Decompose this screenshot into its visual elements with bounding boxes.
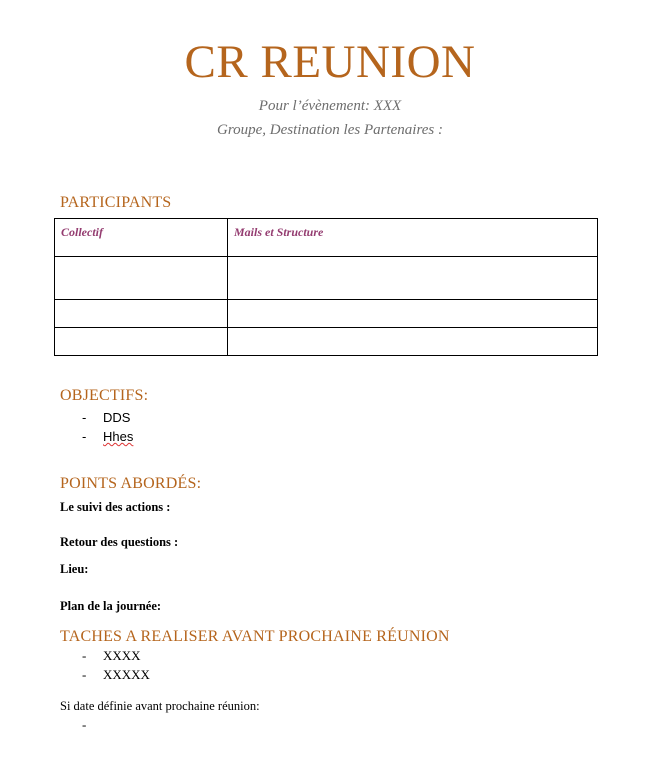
objectifs-heading: OBJECTIFS:: [60, 387, 149, 404]
table-cell[interactable]: [55, 257, 228, 300]
table-cell[interactable]: [228, 328, 598, 356]
list-item-text: XXXX: [103, 648, 141, 663]
retour-label: Retour des questions :: [60, 535, 179, 549]
dash-bullet: -: [82, 717, 87, 732]
table-cell[interactable]: [228, 257, 598, 300]
dash-bullet: -: [82, 648, 87, 663]
list-item: [82, 646, 150, 665]
table-header-row: [55, 219, 598, 257]
taches-list: [82, 646, 150, 684]
plan-label: Plan de la journée:: [60, 599, 162, 613]
column-header-mails: Mails et Structure: [228, 219, 598, 257]
dash-bullet: -: [82, 429, 87, 444]
objectifs-list: [82, 408, 133, 446]
dash-bullet: -: [82, 410, 87, 425]
list-item: [82, 408, 133, 427]
taches-heading: TACHES A REALISER AVANT PROCHAINE RÉUNION: [60, 628, 450, 645]
list-item-text: Hhes: [103, 429, 134, 444]
points-heading: POINTS ABORDÉS:: [60, 475, 202, 492]
list-item: [82, 665, 150, 684]
table-row: [55, 328, 598, 356]
list-item-text: XXXXX: [103, 667, 150, 682]
group-subtitle: Groupe, Destination les Partenaires :: [217, 122, 443, 138]
column-header-collectif: Collectif: [55, 219, 228, 257]
date-note: Si date définie avant prochaine réunion:: [60, 699, 260, 713]
list-item-text: DDS: [103, 410, 131, 425]
participants-heading: PARTICIPANTS: [60, 194, 172, 211]
participants-table: [54, 218, 598, 356]
table-cell[interactable]: [228, 300, 598, 328]
table-cell[interactable]: [55, 300, 228, 328]
event-subtitle: Pour l’évènement: XXX: [258, 98, 402, 114]
list-item: [82, 427, 133, 446]
dash-bullet: -: [82, 667, 87, 682]
table-row: [55, 257, 598, 300]
document-title: CR REUNION: [184, 36, 476, 88]
lieu-label: Lieu:: [60, 562, 89, 576]
suivi-label: Le suivi des actions :: [60, 500, 171, 514]
table-row: [55, 300, 598, 328]
table-cell[interactable]: [55, 328, 228, 356]
